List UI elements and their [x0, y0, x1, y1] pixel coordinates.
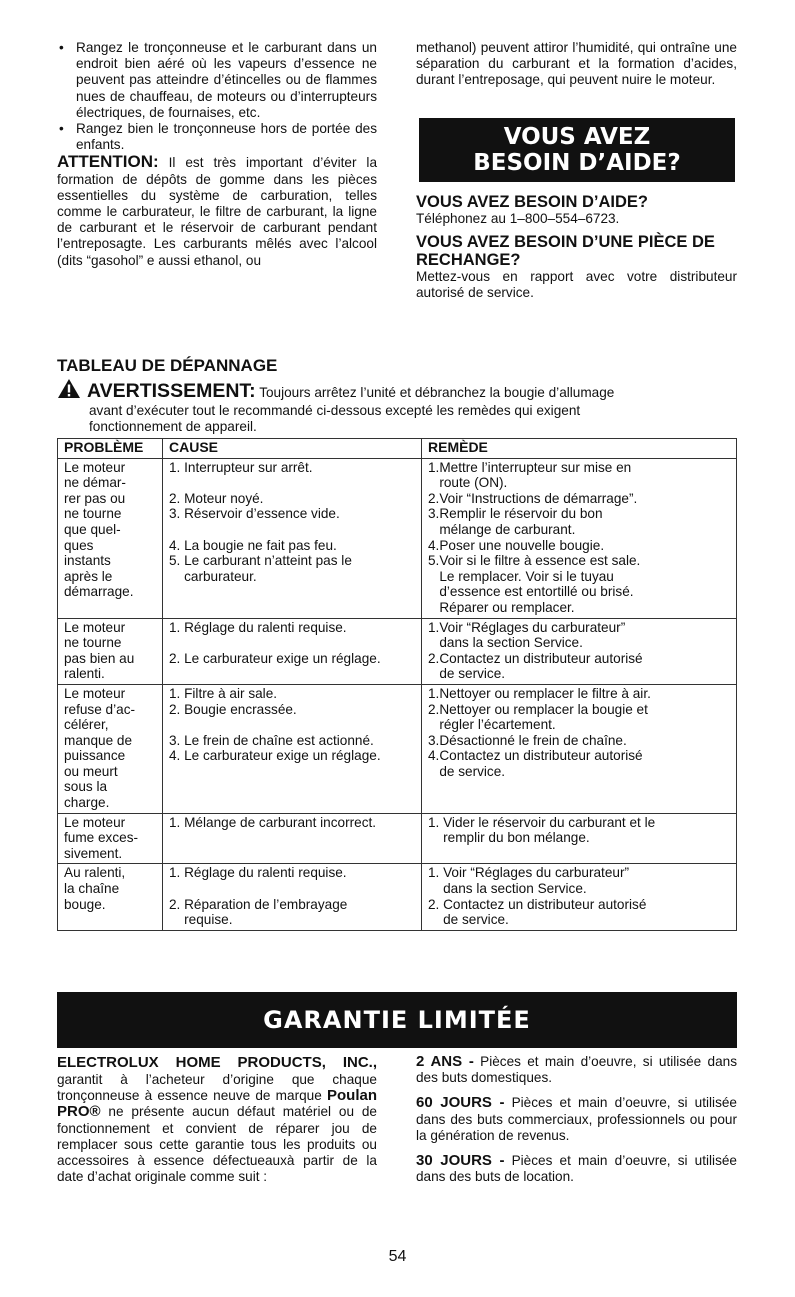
cell-line: 2.Voir “Instructions de démarrage”. — [428, 490, 638, 506]
cell-line: bouge. — [64, 896, 106, 912]
attention-paragraph — [57, 154, 377, 268]
warranty-intro-b: ne présente aucun défaut matériel ou de fonctionnement et convient de réparer jou de remplacer sous cette garantie tous les produits ou accessoires à essence défectueauxà partir de la date d’achat originale comme suit : — [57, 1104, 377, 1185]
cell-line: sous la — [64, 779, 108, 795]
cell-line: après le — [64, 568, 113, 584]
cell-line: mélange de carburant. — [428, 521, 576, 537]
remedy-cell — [422, 864, 737, 930]
header-cause: CAUSE — [163, 439, 422, 459]
cell-line: 4.Contactez un distributeur autorisé — [428, 748, 643, 764]
warranty-term-period: 2 ANS - — [416, 1053, 474, 1070]
cell-line: 4. Le carburateur exige un réglage. — [169, 748, 381, 764]
cell-line: ne tourne — [64, 635, 122, 651]
warranty-brand: Poulan PRO® — [57, 1087, 377, 1121]
troubleshooting-table — [57, 438, 737, 931]
cell-line: de service. — [428, 666, 506, 682]
cell-line: Au ralenti, — [64, 865, 126, 881]
warranty-right-column — [416, 1054, 737, 1185]
header-remedy: REMÈDE — [422, 439, 737, 459]
storage-instructions-column — [57, 40, 377, 269]
help-banner — [419, 118, 735, 182]
cell-line: dans la section Service. — [428, 635, 583, 651]
remedy-cell — [422, 458, 737, 618]
cell-line: 3. Réservoir d’essence vide. — [169, 506, 340, 522]
cell-line: 1. Mélange de carburant incorrect. — [169, 814, 377, 830]
cell-line: ques — [64, 537, 94, 553]
cause-cell — [163, 458, 422, 618]
cell-line: dans la section Service. — [428, 881, 587, 897]
cell-line: Le moteur — [64, 814, 126, 830]
help-phone-text: Téléphonez au 1–800–554–6723. — [416, 211, 620, 226]
cell-line — [169, 881, 415, 897]
cell-line: démarrage. — [64, 584, 134, 600]
warning-line — [57, 378, 737, 403]
problem-cell — [58, 684, 163, 813]
cell-line: requise. — [169, 912, 233, 928]
replacement-part-heading: VOUS AVEZ BESOIN D’UNE PIÈCE DE RECHANGE? — [416, 233, 715, 270]
help-banner-line2: BESOIN D’AIDE? — [473, 150, 681, 176]
cell-line: refuse d’ac- — [64, 701, 136, 717]
cell-line: remplir du bon mélange. — [428, 830, 590, 846]
cause-cell — [163, 864, 422, 930]
warranty-company: ELECTROLUX HOME PRODUCTS, INC., — [57, 1054, 377, 1071]
cell-line: ou meurt — [64, 763, 118, 779]
help-contact-section — [416, 193, 737, 302]
cell-line — [169, 475, 415, 491]
warning-triangle-icon — [57, 378, 81, 403]
help-banner-line1: VOUS AVEZ — [503, 124, 651, 150]
attention-text: Il est très important d’éviter la formation de dépôts de gomme dans les pièces essentielles du système de carburation, telles comme le carburateur, le filtre de carburant, la ligne de carburant et le réservoir de carburant pendant l’entreposagte. Les carburants mêlés avec l’alcool (dits “gasohol” e aussi ethanol, ou — [57, 155, 378, 268]
problem-cell — [58, 813, 163, 864]
cell-line: que quel- — [64, 521, 121, 537]
warranty-term — [416, 1054, 737, 1086]
cell-line: de service. — [428, 912, 509, 928]
cell-line: régler l’écartement. — [428, 717, 556, 733]
warranty-banner: GARANTIE LIMITÉE — [57, 992, 737, 1048]
cell-line: 2. Contactez un distributeur autorisé — [428, 896, 647, 912]
cell-line: 3. Le frein de chaîne est actionné. — [169, 732, 374, 748]
page-number: 54 — [388, 1248, 407, 1265]
cell-line — [169, 522, 415, 538]
problem-cell — [58, 458, 163, 618]
cell-line: instants — [64, 553, 111, 569]
warranty-intro-a: garantit à l’acheteur d’origine que chaque tronçonneuse à essence neuve de marque — [57, 1072, 377, 1104]
cell-line: 1.Voir “Réglages du carburateur” — [428, 619, 626, 635]
cell-line: de service. — [428, 763, 506, 779]
cell-line: route (ON). — [428, 475, 508, 491]
cell-line: d’essence est entortillé ou brisé. — [428, 584, 634, 600]
warning-text-line3: fonctionnement de appareil. — [89, 419, 257, 435]
cell-line: 1.Nettoyer ou remplacer le filtre à air. — [428, 685, 651, 701]
warranty-term-text: Pièces et main d’oeuvre, si utilisée dans des buts domestiques. — [416, 1054, 738, 1086]
cell-line: célérer, — [64, 717, 109, 733]
cell-line: pas bien au — [64, 650, 135, 666]
header-problem: PROBLÈME — [58, 439, 163, 459]
table-row — [58, 684, 737, 813]
table-header-row — [58, 439, 737, 459]
cell-line: Réparer ou remplacer. — [428, 599, 575, 615]
problem-cell — [58, 864, 163, 930]
storage-bullet-item: • Rangez bien le tronçonneuse hors de portée des enfants. — [59, 121, 377, 153]
help-heading: VOUS AVEZ BESOIN D’AIDE? — [416, 193, 648, 211]
remedy-cell — [422, 618, 737, 684]
warranty-term-period: 60 JOURS - — [416, 1094, 505, 1112]
cell-line: 2. Le carburateur exige un réglage. — [169, 650, 381, 666]
cell-line: 1. Voir “Réglages du carburateur” — [428, 865, 629, 881]
cell-line: rer pas ou — [64, 490, 126, 506]
cell-line: la chaîne — [64, 881, 120, 897]
continued-text: methanol) peuvent attiror l’humidité, qui ontraîne une séparation du carburant et la formation d’acides, durant l’entreposage, qui peuvent nuire le moteur. — [416, 40, 737, 88]
warranty-intro — [57, 1054, 377, 1185]
table-row — [58, 618, 737, 684]
cell-line: fume exces- — [64, 830, 139, 846]
warranty-term-text: Pièces et main d’oeuvre, si utilisée dans des buts de location. — [416, 1153, 737, 1185]
cell-line: Le remplacer. Voir si le tuyau — [428, 568, 614, 584]
cell-line: 1. Filtre à air sale. — [169, 685, 278, 701]
attention-label: ATTENTION: — [57, 152, 159, 172]
storage-bullet-item: • Rangez le tronçonneuse et le carburant dans un endroit bien aéré où les vapeurs d’essence ne peuvent pas atteindre d’étincelles ou de flammes nues de chauffeau, de moteurs ou d’interrupteurs électriques, de fournaises, etc. — [59, 40, 377, 120]
problem-cell — [58, 618, 163, 684]
troubleshooting-table-body — [58, 458, 737, 930]
cell-line: 1. Réglage du ralenti requise. — [169, 865, 347, 881]
warning-text: Toujours arrêtez l’unité et débranchez la bougie d’allumage — [259, 385, 615, 400]
cell-line — [169, 635, 415, 651]
cell-line: 5.Voir si le filtre à essence est sale. — [428, 553, 641, 569]
cell-line: 2. Bougie encrassée. — [169, 701, 297, 717]
cell-line: 4. La bougie ne fait pas feu. — [169, 537, 337, 553]
troubleshooting-title: TABLEAU DE DÉPANNAGE — [57, 356, 278, 375]
cell-line: charge. — [64, 795, 110, 811]
cell-line: 5. Le carburant n’atteint pas le — [169, 553, 352, 569]
warranty-term-text: Pièces et main d’oeuvre, si utilisée dans des buts commerciaux, professionnels ou pour la génération de revenus. — [416, 1095, 737, 1143]
cell-line: 3.Désactionné le frein de chaîne. — [428, 732, 627, 748]
cell-line: 2. Moteur noyé. — [169, 490, 264, 506]
replacement-part-text: Mettez-vous en rapport avec votre distributeur autorisé de service. — [416, 269, 737, 301]
cell-line: 3.Remplir le réservoir du bon — [428, 506, 603, 522]
cell-line: 2.Contactez un distributeur autorisé — [428, 650, 643, 666]
table-row — [58, 813, 737, 864]
bullet-icon: • — [59, 40, 64, 55]
cell-line: 2. Réparation de l’embrayage — [169, 896, 348, 912]
cell-line: 4.Poser une nouvelle bougie. — [428, 537, 605, 553]
warranty-term — [416, 1153, 737, 1185]
cell-line: Le moteur — [64, 619, 126, 635]
cell-line: carburateur. — [169, 568, 257, 584]
warranty-left-column — [57, 1054, 377, 1185]
cell-line: 2.Nettoyer ou remplacer la bougie et — [428, 701, 648, 717]
cause-cell — [163, 813, 422, 864]
warranty-term-period: 30 JOURS - — [416, 1152, 505, 1170]
cell-line: 1. Interrupteur sur arrêt. — [169, 459, 313, 475]
help-column — [416, 40, 737, 89]
warning-label: AVERTISSEMENT: — [87, 380, 256, 402]
warning-text-line2: avant d’exécuter tout le recommandé ci-dessous excepté les remèdes qui exigent — [89, 403, 581, 419]
warning-block — [57, 378, 737, 436]
cell-line — [169, 717, 415, 733]
remedy-cell — [422, 813, 737, 864]
cell-line: 1. Réglage du ralenti requise. — [169, 619, 347, 635]
cell-line: 1. Vider le réservoir du carburant et le — [428, 814, 656, 830]
table-row — [58, 458, 737, 618]
cell-line: ne démar- — [64, 475, 126, 491]
remedy-cell — [422, 684, 737, 813]
cause-cell — [163, 684, 422, 813]
cell-line: Le moteur — [64, 459, 126, 475]
cell-line: sivement. — [64, 845, 123, 861]
bullet-icon: • — [59, 121, 64, 137]
cell-line: manque de — [64, 732, 133, 748]
cell-line: puissance — [64, 748, 126, 764]
warranty-term — [416, 1095, 737, 1144]
cell-line: Le moteur — [64, 685, 126, 701]
storage-bullet-list — [57, 40, 377, 153]
cell-line: ne tourne — [64, 506, 122, 522]
table-row — [58, 864, 737, 930]
cause-cell — [163, 618, 422, 684]
cell-line: ralenti. — [64, 666, 105, 682]
cell-line: 1.Mettre l’interrupteur sur mise en — [428, 459, 632, 475]
